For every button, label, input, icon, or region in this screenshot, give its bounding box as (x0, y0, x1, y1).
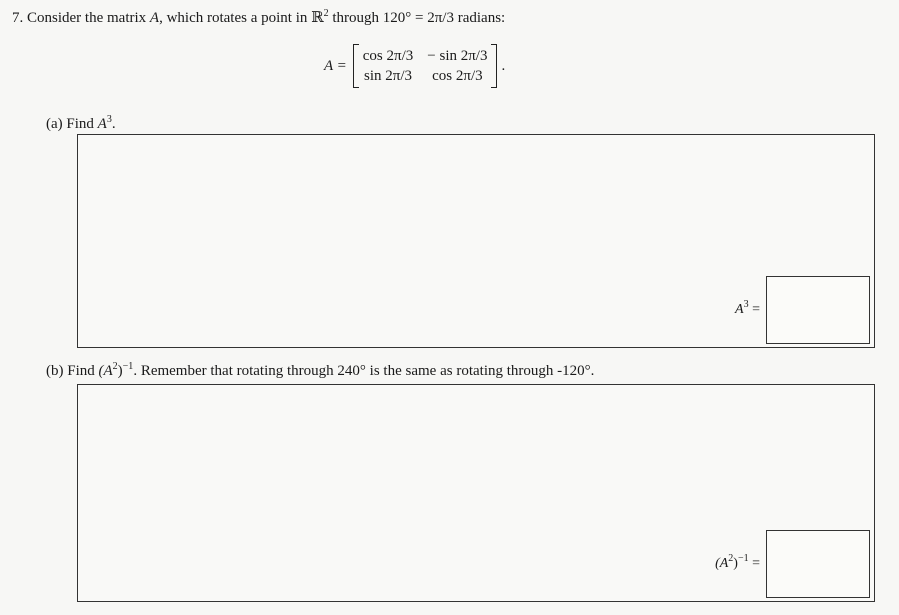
matrix-entry-21: sin 2π/3 (364, 67, 413, 84)
part-b-answer-exp2: −1 (737, 553, 749, 564)
part-a-trail: . (111, 116, 116, 132)
part-a-answer-exponent: 3 (743, 299, 749, 310)
part-b-work-area[interactable] (77, 384, 875, 602)
problem-number: 7. (12, 10, 24, 26)
part-a-symbol: A (97, 116, 107, 132)
part-a-label-text: (a) Find (46, 116, 98, 132)
part-b-answer-label (715, 553, 760, 572)
matrix-entry-22: cos 2π/3 (432, 67, 483, 84)
part-b-answer-row (715, 530, 870, 598)
matrix-symbol: A (149, 10, 160, 26)
part-b-expr-open: (A (98, 363, 113, 379)
matrix-period: . (501, 57, 506, 74)
part-a-work-area[interactable] (77, 134, 875, 348)
part-b-instruction: . Remember that rotating through 240° is the same as rotating through -120°. (133, 363, 595, 379)
part-b-answer-open: (A (715, 556, 729, 571)
real-space-symbol: ℝ (311, 10, 324, 26)
matrix-entries (359, 47, 492, 86)
part-b-answer-equals: = (748, 556, 760, 571)
problem-text-2: , which rotates a point in (159, 10, 312, 26)
matrix-entry-12: − sin 2π/3 (427, 47, 488, 64)
rotation-matrix (324, 44, 505, 88)
part-a-answer-symbol: A (735, 302, 744, 317)
part-b-prompt (46, 363, 594, 380)
problem-statement (12, 8, 505, 27)
space-exponent: 2 (323, 8, 329, 19)
part-a-answer-equals: = (748, 302, 760, 317)
part-b-answer-exp1: 2 (728, 553, 734, 564)
matrix-lhs: A = (324, 57, 347, 74)
part-b-expr-exp1: 2 (112, 361, 118, 372)
problem-text-1: Consider the matrix (27, 10, 150, 26)
matrix-entry-11: cos 2π/3 (362, 47, 414, 64)
part-b-expr-close: ) (117, 363, 123, 379)
part-b-expr-exp2: −1 (122, 361, 134, 372)
part-b-answer-close: ) (733, 556, 738, 571)
part-b-answer-box[interactable] (766, 530, 870, 598)
part-b-label-text: (b) Find (46, 363, 99, 379)
part-a-answer-row (735, 276, 870, 344)
part-a-exponent: 3 (106, 114, 112, 125)
part-a-answer-label (735, 299, 760, 318)
problem-text-3: through 120° = 2π/3 radians: (328, 10, 506, 26)
part-a-prompt (46, 116, 116, 133)
right-bracket (491, 44, 497, 88)
part-a-answer-box[interactable] (766, 276, 870, 344)
